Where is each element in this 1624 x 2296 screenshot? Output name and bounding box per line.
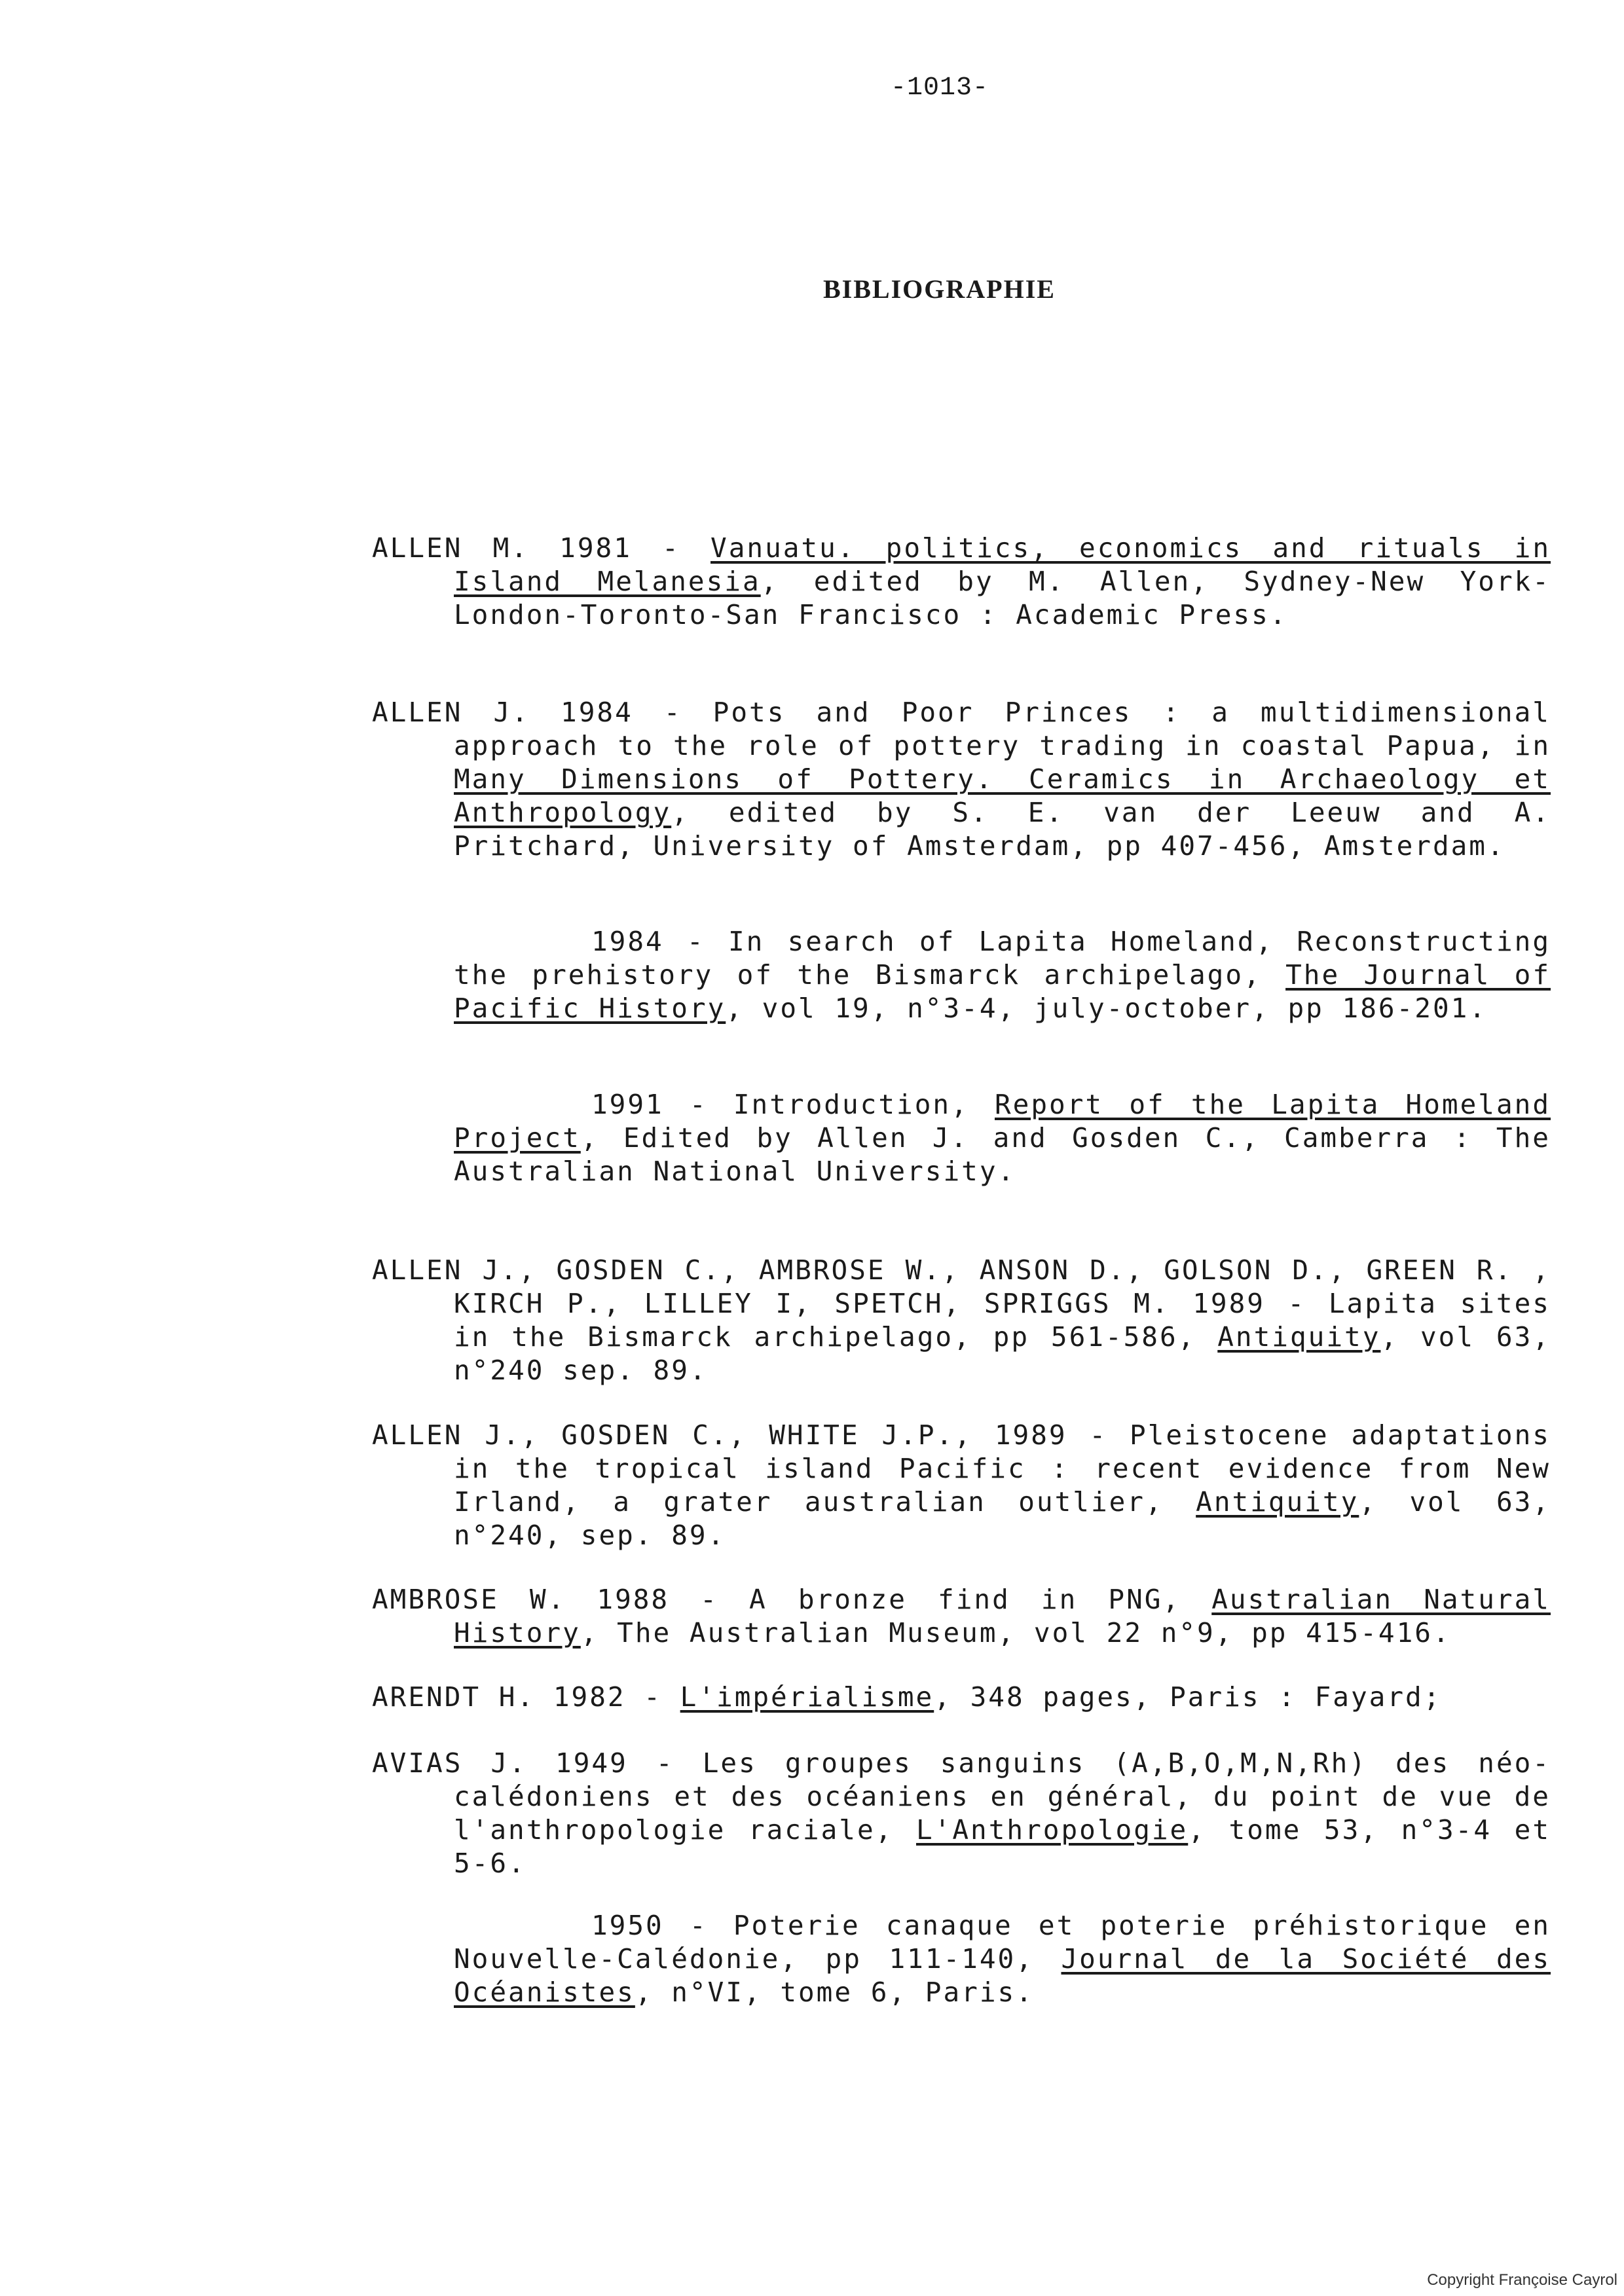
entry-author-year: ALLEN J. 1984 - Pots and Poor Princes : a multidimensional approach to the role of pottery trading in coastal Papua, in xyxy=(372,697,1551,761)
bibliography-entry xyxy=(372,1747,1551,1880)
entry-author-year: 1950 - Poterie canaque et poterie préhistorique en Nouvelle-Calédonie, pp 111-140, xyxy=(454,1910,1551,1975)
entry-text xyxy=(372,1583,1551,1650)
entry-title: Report of the Lapita Homeland Project xyxy=(454,1089,1551,1154)
entry-title: Many Dimensions of Pottery. Ceramics in Archaeology et Anthropology xyxy=(454,763,1551,828)
bibliography-entry xyxy=(372,532,1551,632)
bibliography-entry xyxy=(372,1681,1551,1714)
entry-details: , vol 63, n°240 sep. 89. xyxy=(454,1321,1551,1386)
entry-details: , The Australian Museum, vol 22 n°9, pp 415-416. xyxy=(580,1617,1451,1649)
page-title: BIBLIOGRAPHIE xyxy=(823,274,1056,304)
entry-author-year: 1984 - In search of Lapita Homeland, Reconstructing the prehistory of the Bismarck archipelago, xyxy=(454,926,1551,991)
entry-details: , n°VI, tome 6, Paris. xyxy=(635,1977,1034,2008)
entry-author-year: 1991 - Introduction, xyxy=(591,1089,995,1120)
entry-text xyxy=(372,1088,1551,1188)
entry-title: L'Anthropologie xyxy=(915,1814,1189,1846)
entry-text xyxy=(372,1419,1551,1552)
entry-author-year: ALLEN J., GOSDEN C., AMBROSE W., ANSON D., GOLSON D., GREEN R. , KIRCH P., LILLEY I, SPETCH, SPRIGGS M. 1989 - Lapita sites in the Bismarck archipelago, pp 561-586, xyxy=(372,1254,1551,1353)
copyright-notice: Copyright Françoise Cayrol xyxy=(1427,2271,1617,2289)
entry-text xyxy=(372,1909,1551,2009)
entry-text xyxy=(372,1254,1551,1387)
entry-author-year: ARENDT H. 1982 - xyxy=(372,1681,680,1713)
bibliography-entry xyxy=(372,1254,1551,1387)
bibliography-entry xyxy=(372,1088,1551,1188)
page-number: -1013- xyxy=(891,73,989,103)
entry-author-year: ALLEN J., GOSDEN C., WHITE J.P., 1989 - Pleistocene adaptations in the tropical island Pacific : recent evidence from New Irland, a grater australian outlier, xyxy=(372,1419,1551,1518)
bibliography-entry xyxy=(372,1419,1551,1552)
bibliography-entry xyxy=(372,1583,1551,1650)
entry-author-year: ALLEN M. 1981 - xyxy=(372,532,711,564)
entry-details: , vol 63, n°240, sep. 89. xyxy=(454,1486,1551,1551)
bibliography-entry xyxy=(372,925,1551,1025)
entry-details: , Edited by Allen J. and Gosden C., Camberra : The Australian National University. xyxy=(454,1122,1551,1187)
entry-title: Australian Natural History xyxy=(454,1584,1551,1649)
entry-title: Journal de la Société des Océanistes xyxy=(454,1943,1551,2008)
entry-details: , 348 pages, Paris : Fayard; xyxy=(934,1681,1442,1713)
entry-title: The Journal of Pacific History xyxy=(454,959,1551,1024)
bibliography-entry xyxy=(372,696,1551,863)
entry-text xyxy=(372,1681,1551,1714)
entry-title: Antiquity xyxy=(1217,1321,1381,1353)
entry-text xyxy=(372,696,1551,863)
entry-text xyxy=(372,925,1551,1025)
entry-author-year: AMBROSE W. 1988 - A bronze find in PNG, xyxy=(372,1584,1212,1615)
entry-author-year: AVIAS J. 1949 - Les groupes sanguins (A,B,O,M,N,Rh) des néo-calédoniens et des océaniens en général, du point de vue de l'anthropologie raciale, xyxy=(372,1747,1551,1846)
entry-details: , tome 53, n°3-4 et 5-6. xyxy=(454,1814,1551,1879)
entry-details: , vol 19, n°3-4, july-october, pp 186-201. xyxy=(726,993,1487,1024)
entry-text xyxy=(372,532,1551,632)
entry-title: Antiquity xyxy=(1196,1486,1359,1518)
entry-title: L'impérialisme xyxy=(680,1681,934,1713)
entry-text xyxy=(372,1747,1551,1880)
entry-details: , edited by M. Allen, Sydney-New York-London-Toronto-San Francisco : Academic Press. xyxy=(454,566,1551,630)
entry-details: , edited by S. E. van der Leeuw and A. Pritchard, University of Amsterdam, pp 407-456, Amsterdam. xyxy=(454,797,1551,862)
bibliography-entry xyxy=(372,1909,1551,2009)
entry-title: Vanuatu. politics, economics and rituals in Island Melanesia xyxy=(454,532,1551,597)
